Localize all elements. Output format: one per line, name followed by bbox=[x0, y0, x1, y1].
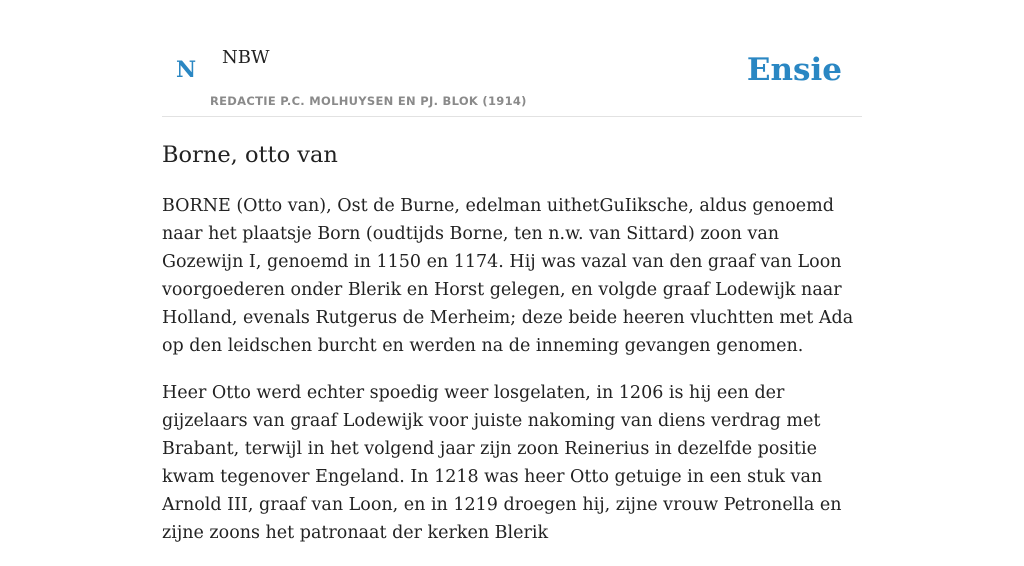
article-paragraph: BORNE (Otto van), Ost de Burne, edelman uithetGuIiksche, aldus genoemd naar het plaatsje Born (oudtijds Borne, ten n.w. van Sittard) zoon van Gozewijn I, genoemd in 1150 en 1174. Hij was vazal van den graaf van Loon voorgoederen onder Blerik en Horst gelegen, en volgde graaf Lodewijk naar Holland, evenals Rutgerus de Merheim; deze beide heeren vluchtten met Ada op den leidschen burcht en werden na de inneming gevangen genomen. bbox=[162, 196, 854, 356]
page-title: Borne, otto van bbox=[162, 142, 338, 168]
brand-logo[interactable]: Ensie bbox=[746, 52, 842, 88]
article-paragraph: Heer Otto werd echter spoedig weer losgelaten, in 1206 is hij een der gijzelaars van graaf Lodewijk voor juiste nakoming van diens verdrag met Brabant, terwijl in het volgend jaar zijn zoon Reinerius in dezelfde positie kwam tegenover Engeland. In 1218 was heer Otto getuige in een stuk van Arnold III, graaf van Loon, en in 1219 droegen hij, zijne vrouw Petronella en zijne zoons het patronaat der kerken Blerik bbox=[162, 383, 842, 543]
source-subtitle: REDACTIE P.C. MOLHUYSEN EN PJ. BLOK (1914) bbox=[210, 94, 527, 108]
source-header bbox=[162, 0, 862, 117]
article-body bbox=[162, 192, 862, 566]
source-logo[interactable]: N bbox=[176, 57, 197, 83]
page bbox=[162, 0, 862, 543]
source-title[interactable]: NBW bbox=[222, 47, 270, 68]
